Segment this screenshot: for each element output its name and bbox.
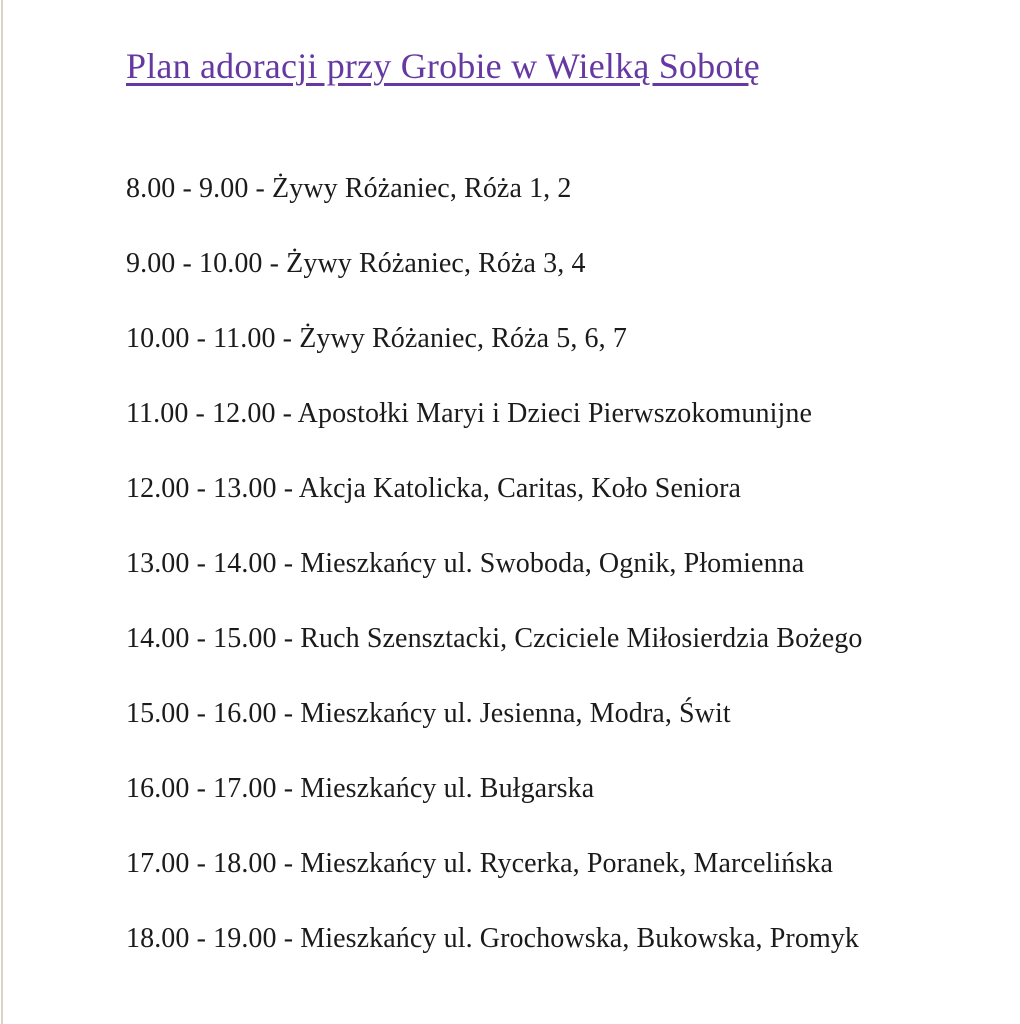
schedule-list	[126, 172, 986, 956]
schedule-item: 15.00 - 16.00 - Mieszkańcy ul. Jesienna, Modra, Świt	[126, 698, 731, 729]
schedule-item: 12.00 - 13.00 - Akcja Katolicka, Caritas, Koło Seniora	[126, 473, 742, 504]
schedule-item: 16.00 - 17.00 - Mieszkańcy ul. Bułgarska	[126, 773, 595, 804]
schedule-item: 14.00 - 15.00 - Ruch Szensztacki, Czciciele Miłosierdzia Bożego	[126, 623, 863, 654]
schedule-item: 13.00 - 14.00 - Mieszkańcy ul. Swoboda, Ognik, Płomienna	[126, 548, 805, 579]
schedule-item: 10.00 - 11.00 - Żywy Różaniec, Róża 5, 6, 7	[126, 323, 627, 354]
schedule-item: 18.00 - 19.00 - Mieszkańcy ul. Grochowska, Bukowska, Promyk	[126, 923, 860, 954]
schedule-item: 17.00 - 18.00 - Mieszkańcy ul. Rycerka, Poranek, Marcelińska	[126, 848, 834, 879]
schedule-item: 8.00 - 9.00 - Żywy Różaniec, Róża 1, 2	[126, 173, 572, 204]
document-content	[126, 44, 986, 997]
page-left-edge-divider	[1, 0, 3, 1024]
schedule-item: 9.00 - 10.00 - Żywy Różaniec, Róża 3, 4	[126, 248, 586, 279]
schedule-item: 11.00 - 12.00 - Apostołki Maryi i Dzieci Pierwszokomunijne	[126, 398, 813, 429]
page-title: Plan adoracji przy Grobie w Wielką Sobotę	[126, 46, 760, 86]
